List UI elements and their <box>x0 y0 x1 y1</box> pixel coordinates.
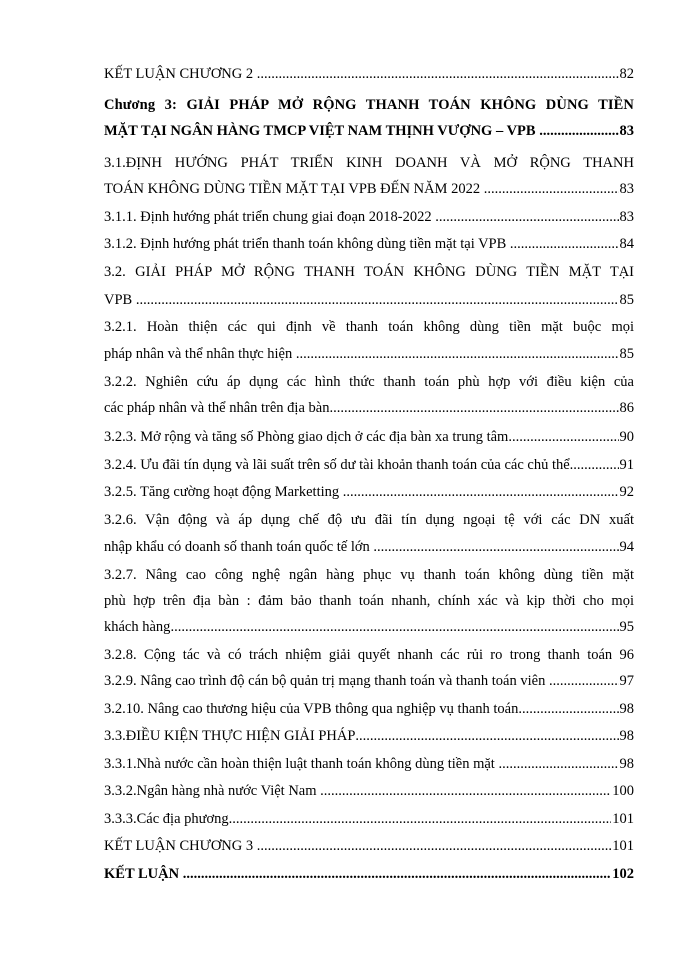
leader-dots <box>329 395 618 421</box>
leader-dots <box>229 806 612 832</box>
leader-dots <box>539 118 618 144</box>
leader-dots <box>257 61 619 87</box>
leader-dots <box>498 751 618 777</box>
leader-dots <box>570 452 619 478</box>
leader-dots <box>549 668 619 694</box>
toc-entry-ket-luan: KẾT LUẬN ..... 102 <box>104 861 634 887</box>
toc-entry-3-2-2: 3.2.2. Nghiên cứu áp dụng các hình thức thanh toán phù hợp với điều kiện của <box>104 374 634 390</box>
toc-entry-ket-luan-chuong-3: KẾT LUẬN CHƯƠNG 3 ..... 101 <box>104 833 634 859</box>
leader-dots <box>170 614 618 640</box>
toc-entry-3-2-6-cont: nhập khẩu có doanh số thanh toán quốc tế lớn ..... 94 <box>104 534 634 560</box>
leader-dots <box>508 424 618 450</box>
leader-dots <box>296 341 619 367</box>
leader-dots <box>355 723 618 749</box>
toc-entry-3-3-3: 3.3.3.Các địa phương ..... 101 <box>104 806 634 832</box>
toc-entry-3-2-1-cont: pháp nhân và thể nhân thực hiện ..... 85 <box>104 341 634 367</box>
toc-entry-3-1-1: 3.1.1. Định hướng phát triển chung giai đoạn 2018-2022 ..... 83 <box>104 204 634 230</box>
toc-entry-3-2-9: 3.2.9. Nâng cao trình độ cán bộ quản trị mạng thanh toán và thanh toán viên ..... 97 <box>104 668 634 694</box>
leader-dots <box>136 287 619 313</box>
toc-entry-3-2-2-cont: các pháp nhân và thể nhân trên địa bàn ..... 86 <box>104 395 634 421</box>
leader-dots <box>518 696 618 722</box>
toc-entry-3-3: 3.3.ĐIỀU KIỆN THỰC HIỆN GIẢI PHÁP ..... 98 <box>104 723 634 749</box>
leader-dots <box>510 231 619 257</box>
toc-entry-3-2-cont: VPB ..... 85 <box>104 287 634 313</box>
toc-entry-3-1-2: 3.1.2. Định hướng phát triển thanh toán không dùng tiền mặt tại VPB ..... 84 <box>104 231 634 257</box>
toc-entry-3-2-8: 3.2.8. Cộng tác và có trách nhiệm giải quyết nhanh các rủi ro trong thanh toán 96 <box>104 647 634 663</box>
toc-entry-3-3-2: 3.3.2.Ngân hàng nhà nước Việt Nam ..... 100 <box>104 778 634 804</box>
leader-dots <box>373 534 618 560</box>
toc-entry-3-1-cont: TOÁN KHÔNG DÙNG TIỀN MẶT TẠI VPB ĐẾN NĂM 2022 ..... 83 <box>104 176 634 202</box>
toc-entry-3-2-7-cont2: khách hàng ..... 95 <box>104 614 634 640</box>
leader-dots <box>257 833 611 859</box>
toc-entry-3-2-6: 3.2.6. Vận động và áp dụng chế độ ưu đãi tín dụng ngoại tệ với các DN xuất <box>104 512 634 528</box>
toc-entry-3-2-4: 3.2.4. Ưu đãi tín dụng và lãi suất trên số dư tài khoản thanh toán của các chủ thể ..... 91 <box>104 452 634 478</box>
toc-entry-3-2-1: 3.2.1. Hoàn thiện các qui định về thanh toán không dùng tiền mặt buộc mọi <box>104 319 634 335</box>
toc-entry-3-2-7-cont: phù hợp trên địa bàn : đảm bảo thanh toán nhanh, chính xác và kịp thời cho mọi <box>104 593 634 609</box>
leader-dots <box>183 861 612 887</box>
toc-entry-3-3-1: 3.3.1.Nhà nước cần hoàn thiện luật thanh toán không dùng tiền mặt ..... 98 <box>104 751 634 777</box>
toc-entry-chuong-3-cont: MẶT TẠI NGÂN HÀNG TMCP VIỆT NAM THỊNH VƯỢNG – VPB ..... 83 <box>104 118 634 144</box>
toc-entry-chuong-3: Chương 3: GIẢI PHÁP MỞ RỘNG THANH TOÁN KHÔNG DÙNG TIỀN <box>104 97 634 113</box>
leader-dots <box>320 778 611 804</box>
leader-dots <box>435 204 618 230</box>
toc-entry-3-2-3: 3.2.3. Mở rộng và tăng số Phòng giao dịch ở các địa bàn xa trung tâm ..... 90 <box>104 424 634 450</box>
leader-dots <box>343 479 619 505</box>
toc-entry-3-2-7: 3.2.7. Nâng cao công nghệ ngân hàng phục vụ thanh toán không dùng tiền mặt <box>104 567 634 583</box>
toc-entry-3-2-5: 3.2.5. Tăng cường hoạt động Marketting ..... 92 <box>104 479 634 505</box>
toc-entry-ket-luan-chuong-2: KẾT LUẬN CHƯƠNG 2 ..... 82 <box>104 61 634 87</box>
toc-entry-3-2: 3.2. GIẢI PHÁP MỞ RỘNG THANH TOÁN KHÔNG DÙNG TIỀN MẶT TẠI <box>104 264 634 280</box>
toc-entry-3-1: 3.1.ĐỊNH HƯỚNG PHÁT TRIỂN KINH DOANH VÀ MỞ RỘNG THANH <box>104 155 634 171</box>
toc-entry-3-2-10: 3.2.10. Nâng cao thương hiệu của VPB thông qua nghiệp vụ thanh toán ..... 98 <box>104 696 634 722</box>
leader-dots <box>484 176 619 202</box>
